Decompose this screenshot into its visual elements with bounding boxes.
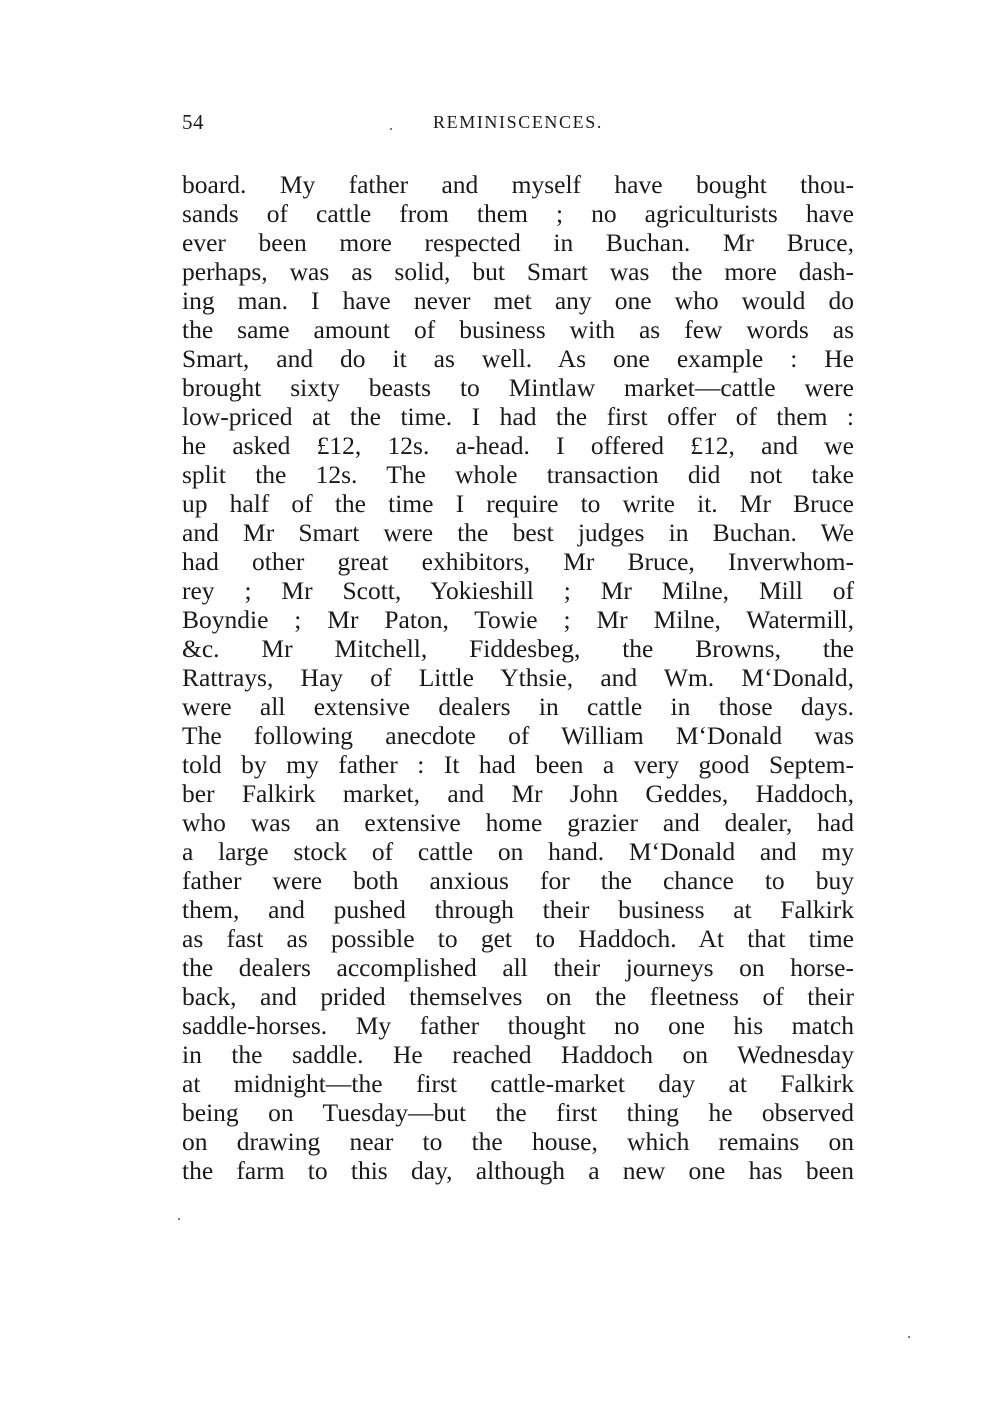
text-line: saddle-horses. My father thought no one his match: [182, 1011, 854, 1040]
text-line: &c. Mr Mitchell, Fiddesbeg, the Browns, the: [182, 634, 854, 663]
text-line: up half of the time I require to write it. Mr Bruce: [182, 489, 854, 518]
text-line: in the saddle. He reached Haddoch on Wednesday: [182, 1040, 854, 1069]
text-line: at midnight—the first cattle-market day at Falkirk: [182, 1069, 854, 1098]
text-line: Smart, and do it as well. As one example : He: [182, 344, 854, 373]
text-line: the same amount of business with as few words as: [182, 315, 854, 344]
print-speck: [390, 128, 392, 130]
text-line: the dealers accomplished all their journeys on horse-: [182, 953, 854, 982]
print-speck: [908, 1336, 910, 1338]
text-line: on drawing near to the house, which remains on: [182, 1127, 854, 1156]
running-header: [182, 110, 854, 140]
print-speck: [178, 1218, 180, 1220]
text-line: ever been more respected in Buchan. Mr Bruce,: [182, 228, 854, 257]
text-line: rey ; Mr Scott, Yokieshill ; Mr Milne, Mill of: [182, 576, 854, 605]
text-line: low-priced at the time. I had the first offer of them :: [182, 402, 854, 431]
text-line: The following anecdote of William M‘Donald was: [182, 721, 854, 750]
text-line: ber Falkirk market, and Mr John Geddes, Haddoch,: [182, 779, 854, 808]
text-line: them, and pushed through their business at Falkirk: [182, 895, 854, 924]
text-line: split the 12s. The whole transaction did not take: [182, 460, 854, 489]
running-title: REMINISCENCES.: [433, 112, 603, 132]
text-line: Boyndie ; Mr Paton, Towie ; Mr Milne, Watermill,: [182, 605, 854, 634]
text-line: and Mr Smart were the best judges in Buchan. We: [182, 518, 854, 547]
page-number: 54: [182, 110, 204, 134]
text-line: brought sixty beasts to Mintlaw market—cattle were: [182, 373, 854, 402]
text-line: ing man. I have never met any one who would do: [182, 286, 854, 315]
text-line: a large stock of cattle on hand. M‘Donald and my: [182, 837, 854, 866]
text-line: who was an extensive home grazier and dealer, had: [182, 808, 854, 837]
text-line: board. My father and myself have bought thou-: [182, 170, 854, 199]
text-line: back, and prided themselves on the fleetness of their: [182, 982, 854, 1011]
text-line: perhaps, was as solid, but Smart was the more dash-: [182, 257, 854, 286]
text-line: as fast as possible to get to Haddoch. At that time: [182, 924, 854, 953]
text-line: told by my father : It had been a very good Septem-: [182, 750, 854, 779]
body-text: [182, 170, 854, 1185]
text-line: he asked £12, 12s. a-head. I offered £12, and we: [182, 431, 854, 460]
text-line: had other great exhibitors, Mr Bruce, Inverwhom-: [182, 547, 854, 576]
text-line: Rattrays, Hay of Little Ythsie, and Wm. M‘Donald,: [182, 663, 854, 692]
text-line: sands of cattle from them ; no agriculturists have: [182, 199, 854, 228]
text-line: being on Tuesday—but the first thing he observed: [182, 1098, 854, 1127]
text-line: were all extensive dealers in cattle in those days.: [182, 692, 854, 721]
text-line: the farm to this day, although a new one has been: [182, 1156, 854, 1185]
text-line: father were both anxious for the chance to buy: [182, 866, 854, 895]
